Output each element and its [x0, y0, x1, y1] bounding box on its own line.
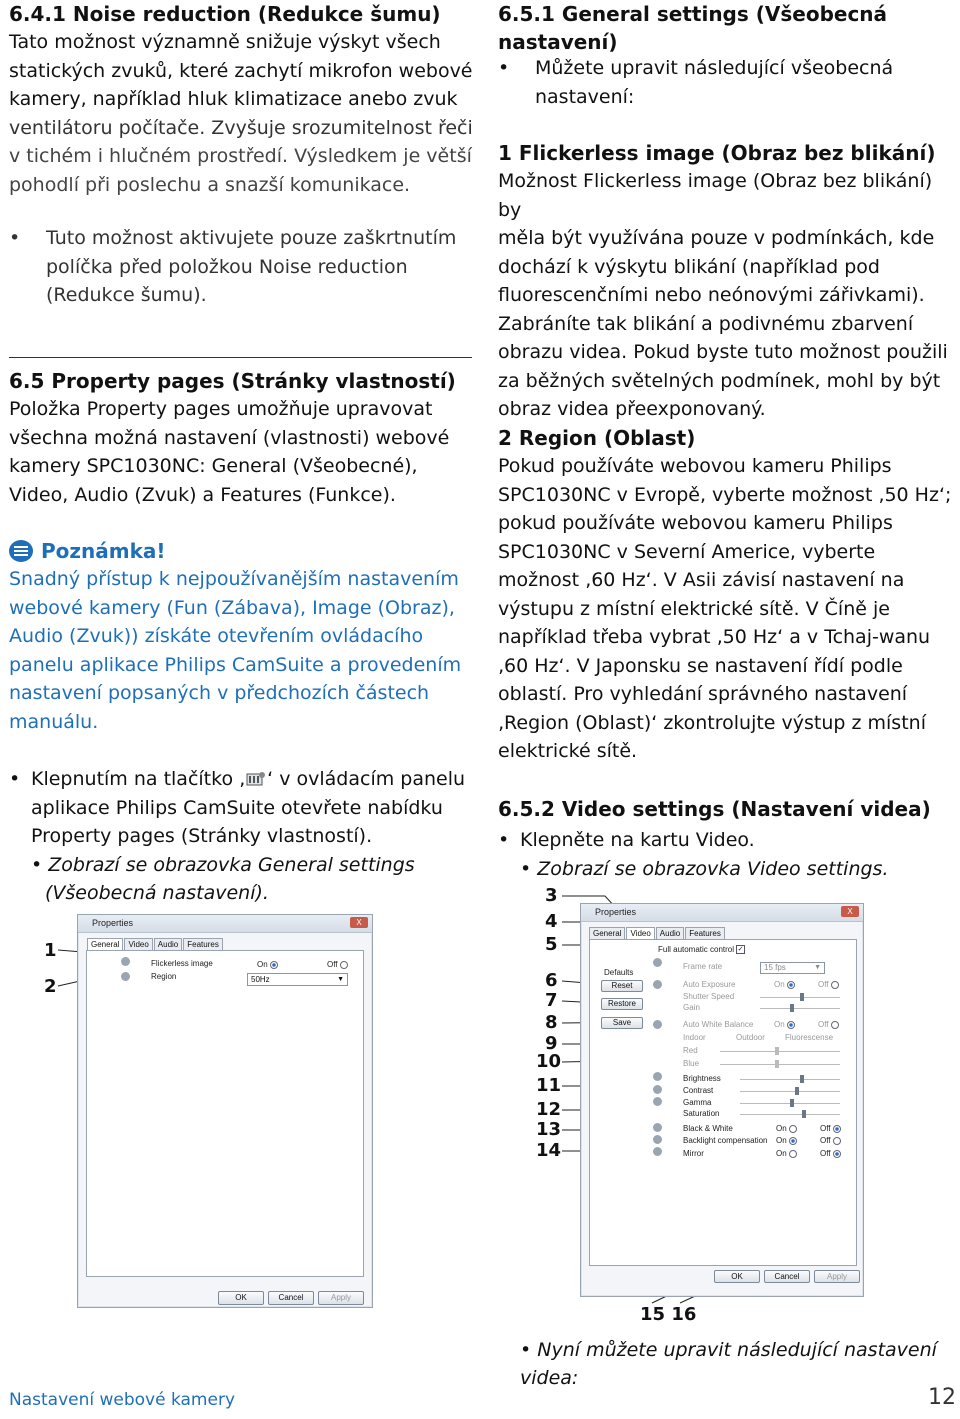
save-button[interactable]: Save [601, 1017, 643, 1029]
window-title: Properties [581, 904, 863, 922]
backlight-off[interactable] [820, 1136, 841, 1145]
region-value: 50Hz [251, 975, 270, 984]
section-6-5-1-heading-line2: nastavení) [498, 30, 618, 54]
callout-13: 13 [536, 1119, 562, 1140]
apply-button[interactable]: Apply [814, 1270, 860, 1283]
reset-button[interactable]: Reset [601, 980, 643, 992]
close-button[interactable]: X [350, 917, 368, 928]
text-line: pokud používáte webovou kameru Philips [498, 512, 893, 534]
full-auto-label: Full automatic control [658, 945, 735, 954]
off-label: Off [820, 1149, 831, 1158]
mirror-icon [653, 1147, 662, 1156]
text-line: kamery SPC1030NC: General (Všeobecné), [9, 455, 418, 477]
text-line: Klepněte na kartu Video. [520, 829, 755, 851]
on-label: On [776, 1124, 787, 1133]
off-label: Off [820, 1124, 831, 1133]
brightness-slider[interactable] [740, 1079, 840, 1080]
text-line: výstupu z místní elektrické sítě. V Číně je [498, 597, 890, 620]
ok-button[interactable]: OK [714, 1270, 760, 1283]
frame-rate-icon [653, 958, 662, 967]
text-line: Možnost Flickerless image (Obraz bez blikání) by [498, 170, 933, 221]
item-1-heading: 1 Flickerless image (Obraz bez blikání) [498, 141, 936, 165]
tab-bar [589, 927, 726, 939]
blue-slider[interactable] [720, 1064, 840, 1065]
callout-10: 10 [536, 1051, 562, 1072]
exposure-icon [653, 980, 662, 989]
auto-wb-label: Auto White Balance [683, 1020, 754, 1029]
slider-knob[interactable] [775, 1047, 779, 1055]
off-label: Off [818, 1020, 829, 1029]
text-line: elektrické sítě. [498, 740, 638, 762]
callout-14: 14 [536, 1140, 562, 1161]
text-line: (Redukce šumu). [46, 284, 207, 306]
on-label: On [774, 980, 785, 989]
callout-12: 12 [536, 1099, 562, 1120]
callout-8: 8 [545, 1012, 558, 1033]
tab-general[interactable]: General [589, 927, 625, 939]
footer-section-title: Nastavení webové kamery [9, 1390, 236, 1410]
section-6-5-heading: 6.5 Property pages (Stránky vlastností) [9, 369, 456, 393]
text-line: fluorescenčními nebo neónovými zářivkami). [498, 284, 925, 306]
gamma-label: Gamma [683, 1098, 712, 1107]
backlight-on[interactable] [776, 1136, 797, 1145]
note-line: manuálu. [9, 710, 99, 733]
gain-slider[interactable] [760, 1008, 840, 1009]
wb-on[interactable] [774, 1020, 795, 1029]
text-line: Pokud používáte webovou kameru Philips [498, 455, 892, 477]
defaults-label: Defaults [604, 968, 634, 977]
text-line: SPC1030NC v Severní Americe, vyberte [498, 540, 876, 563]
final-bullet: • Nyní můžete upravit následující nastavení videa: [520, 1339, 937, 1389]
text-line: měla být využívána pouze v podmínkách, kde [498, 227, 935, 249]
full-auto-control[interactable] [658, 945, 745, 954]
tab-general[interactable]: General [87, 938, 123, 950]
radio-on[interactable] [789, 1125, 797, 1133]
radio-on[interactable] [789, 1137, 797, 1145]
saturation-label: Saturation [683, 1109, 720, 1118]
bullet-dot: • [9, 227, 21, 249]
backlight-label: Backlight compensation [683, 1136, 768, 1145]
gamma-slider[interactable] [740, 1103, 840, 1104]
slider-knob[interactable] [775, 1060, 779, 1068]
brightness-label: Brightness [683, 1074, 721, 1083]
radio-on[interactable] [789, 1150, 797, 1158]
close-button[interactable]: X [841, 906, 859, 917]
frame-rate-select[interactable] [760, 962, 825, 974]
callout-7: 7 [545, 990, 558, 1011]
blue-label: Blue [683, 1059, 700, 1068]
tab-features[interactable]: Features [183, 938, 223, 950]
text-line: v tichém i hlučném prostředí. Výsledkem je větší [9, 145, 472, 167]
callout-1: 1 [44, 940, 57, 961]
section-6-5-1-heading-line1: 6.5.1 General settings (Všeobecná [498, 2, 888, 26]
text-line: obraz videa přeexponovaný. [498, 398, 766, 420]
mirror-on[interactable] [776, 1149, 797, 1158]
on-label: On [774, 1020, 785, 1029]
callout-15-16: 15 16 [640, 1304, 697, 1325]
callout-4: 4 [545, 911, 558, 932]
fluorescence-label: Fluorescense [785, 1033, 834, 1042]
region-label: Region [151, 972, 177, 981]
slider-knob[interactable] [802, 1110, 806, 1118]
text-line: Video, Audio (Zvuk) a Features (Funkce). [9, 483, 396, 506]
gain-label: Gain [683, 1003, 700, 1012]
exposure-off[interactable] [818, 980, 839, 989]
callout-5: 5 [545, 934, 558, 955]
text-line: ‚60 Hz‘. V Japonsku se nastavení řídí podle [498, 654, 903, 677]
contrast-icon [653, 1085, 662, 1094]
off-label: Off [820, 1136, 831, 1145]
bw-on[interactable] [776, 1124, 797, 1133]
chevron-down-icon: ▼ [814, 964, 821, 971]
text-line: ‚Region (Oblast)‘ zkontrolujte výstup z místní [498, 711, 926, 734]
section-6-4-1-heading: 6.4.1 Noise reduction (Redukce šumu) [9, 2, 441, 26]
text-line: pohodlí při poslechu a snazší komunikace. [9, 173, 411, 196]
text-line: Můžete upravit následující všeobecná [535, 57, 894, 79]
callout-2: 2 [44, 976, 57, 997]
radio-off[interactable] [831, 981, 839, 989]
slider-knob[interactable] [795, 1087, 799, 1095]
text-line: například třeba vybrat ‚50 Hz‘ a v Tchaj-wanu [498, 626, 931, 648]
contrast-slider[interactable] [740, 1091, 840, 1092]
tab-audio[interactable]: Audio [154, 938, 182, 950]
on-label: On [776, 1136, 787, 1145]
shutter-slider[interactable] [760, 997, 840, 998]
text-fragment: ‘ v ovládacím panelu [267, 768, 466, 790]
chevron-down-icon: ▼ [337, 976, 344, 983]
video-panel [589, 939, 857, 1266]
text-line: nastavení: [535, 85, 635, 108]
apply-button[interactable]: Apply [318, 1291, 364, 1305]
radio-off[interactable] [833, 1125, 841, 1133]
slider-knob[interactable] [800, 993, 804, 1001]
callout-11: 11 [536, 1075, 562, 1096]
text-line: (Všeobecná nastavení). [45, 882, 269, 904]
red-slider[interactable] [720, 1051, 840, 1052]
tab-audio[interactable]: Audio [656, 927, 684, 939]
wb-off[interactable] [818, 1020, 839, 1029]
text-line: za běžných světelných podmínek, mohl by být [498, 369, 941, 392]
window-title: Properties [78, 915, 372, 933]
page-number: 12 [928, 1385, 956, 1410]
tab-features[interactable]: Features [685, 927, 725, 939]
callout-9: 9 [545, 1033, 558, 1054]
mirror-label: Mirror [683, 1149, 704, 1158]
fps-value: 15 fps [764, 963, 786, 972]
bullet-dot: • [9, 768, 21, 790]
restore-button[interactable]: Restore [601, 998, 643, 1010]
indoor-label: Indoor [683, 1033, 706, 1042]
cancel-button[interactable]: Cancel [268, 1291, 314, 1305]
properties-window-video [580, 903, 864, 1297]
flickerless-label: Flickerless image [151, 959, 213, 968]
cancel-button[interactable]: Cancel [764, 1270, 810, 1283]
bw-off[interactable] [820, 1124, 841, 1133]
radio-on[interactable] [787, 1021, 795, 1029]
text-line: možnost ‚60 Hz‘. V Asii závisí nastavení na [498, 569, 905, 591]
red-label: Red [683, 1046, 698, 1055]
bullet-dot: • [498, 829, 510, 851]
bullet-dot: • [498, 57, 510, 79]
exposure-on[interactable] [774, 980, 795, 989]
text-line: • Zobrazí se obrazovka Video settings. [520, 857, 889, 880]
text-fragment: Klepnutím na tlačítko ‚ [31, 768, 246, 790]
note-line: webové kamery (Fun (Zábava), Image (Obraz), [9, 596, 455, 619]
bw-label: Black & White [683, 1124, 733, 1133]
outdoor-label: Outdoor [736, 1033, 765, 1042]
tab-video[interactable]: Video [626, 927, 654, 939]
note-line: nastavení popsaných v předchozích částech [9, 682, 430, 704]
saturation-slider[interactable] [740, 1114, 840, 1115]
text-line: Property pages (Stránky vlastností). [31, 825, 373, 847]
auto-exposure-label: Auto Exposure [683, 980, 736, 989]
text-line: Tato možnost významně snižuje výskyt všech [9, 31, 441, 53]
white-balance-icon [653, 1020, 662, 1029]
contrast-label: Contrast [683, 1086, 714, 1095]
note-line: Snadný přístup k nejpoužívanějším nastavením [9, 568, 459, 590]
on-label: On [776, 1149, 787, 1158]
gamma-icon [653, 1097, 662, 1106]
callout-6: 6 [545, 970, 558, 991]
full-auto-checkbox[interactable]: ✓ [737, 946, 744, 954]
text-line: ventilátoru počítače. Zvyšuje srozumitelnost řeči [9, 116, 473, 139]
text-line: všechna možná nastavení (vlastnosti) webové [9, 426, 450, 449]
text-line: políčka před položkou Noise reduction [46, 255, 408, 278]
radio-off[interactable] [831, 1021, 839, 1029]
radio-off[interactable] [833, 1137, 841, 1145]
radio-off[interactable] [833, 1150, 841, 1158]
shutter-speed-label: Shutter Speed [683, 992, 735, 1001]
text-line: oblastí. Pro vyhledání správného nastavení [498, 683, 908, 705]
ok-button[interactable]: OK [218, 1291, 264, 1305]
item-2-heading: 2 Region (Oblast) [498, 426, 696, 450]
frame-rate-label: Frame rate [683, 962, 723, 971]
off-label: Off [818, 980, 829, 989]
on-label: On [257, 960, 268, 969]
tab-video[interactable]: Video [124, 938, 152, 950]
text-line: Tuto možnost aktivujete pouze zaškrtnutím [46, 227, 457, 249]
section-6-5-2-heading: 6.5.2 Video settings (Nastavení videa) [498, 797, 931, 821]
note-title: Poznámka! [41, 539, 166, 563]
text-line: statických zvuků, které zachytí mikrofon webové [9, 59, 473, 82]
text-line: obrazu videa. Pokud byste tuto možnost použili [498, 341, 948, 363]
radio-on[interactable] [787, 981, 795, 989]
text-line: • Zobrazí se obrazovka General settings [31, 853, 415, 876]
note-line: panelu aplikace Philips CamSuite a provedením [9, 653, 462, 676]
note-line: Audio (Zvuk)) získáte otevřením ovládacího [9, 625, 424, 647]
callout-3: 3 [545, 885, 558, 906]
backlight-icon [653, 1135, 662, 1144]
off-label: Off [327, 960, 338, 969]
text-line: Zabráníte tak blikání a podivnému zbarvení [498, 312, 914, 335]
slider-knob[interactable] [790, 1004, 794, 1012]
mirror-off[interactable] [820, 1149, 841, 1158]
slider-knob[interactable] [800, 1075, 804, 1083]
text-line: dochází k výskytu blikání (například pod [498, 255, 880, 278]
text-line: Položka Property pages umožňuje upravovat [9, 398, 433, 420]
text-line: aplikace Philips CamSuite otevřete nabídku [31, 796, 443, 819]
slider-knob[interactable] [790, 1099, 794, 1107]
bw-icon [653, 1123, 662, 1132]
text-line: kamery, například hluk klimatizace anebo zvuk [9, 88, 458, 110]
text-line: SPC1030NC v Evropě, vyberte možnost ‚50 Hz‘; [498, 483, 952, 506]
brightness-icon [653, 1072, 662, 1081]
